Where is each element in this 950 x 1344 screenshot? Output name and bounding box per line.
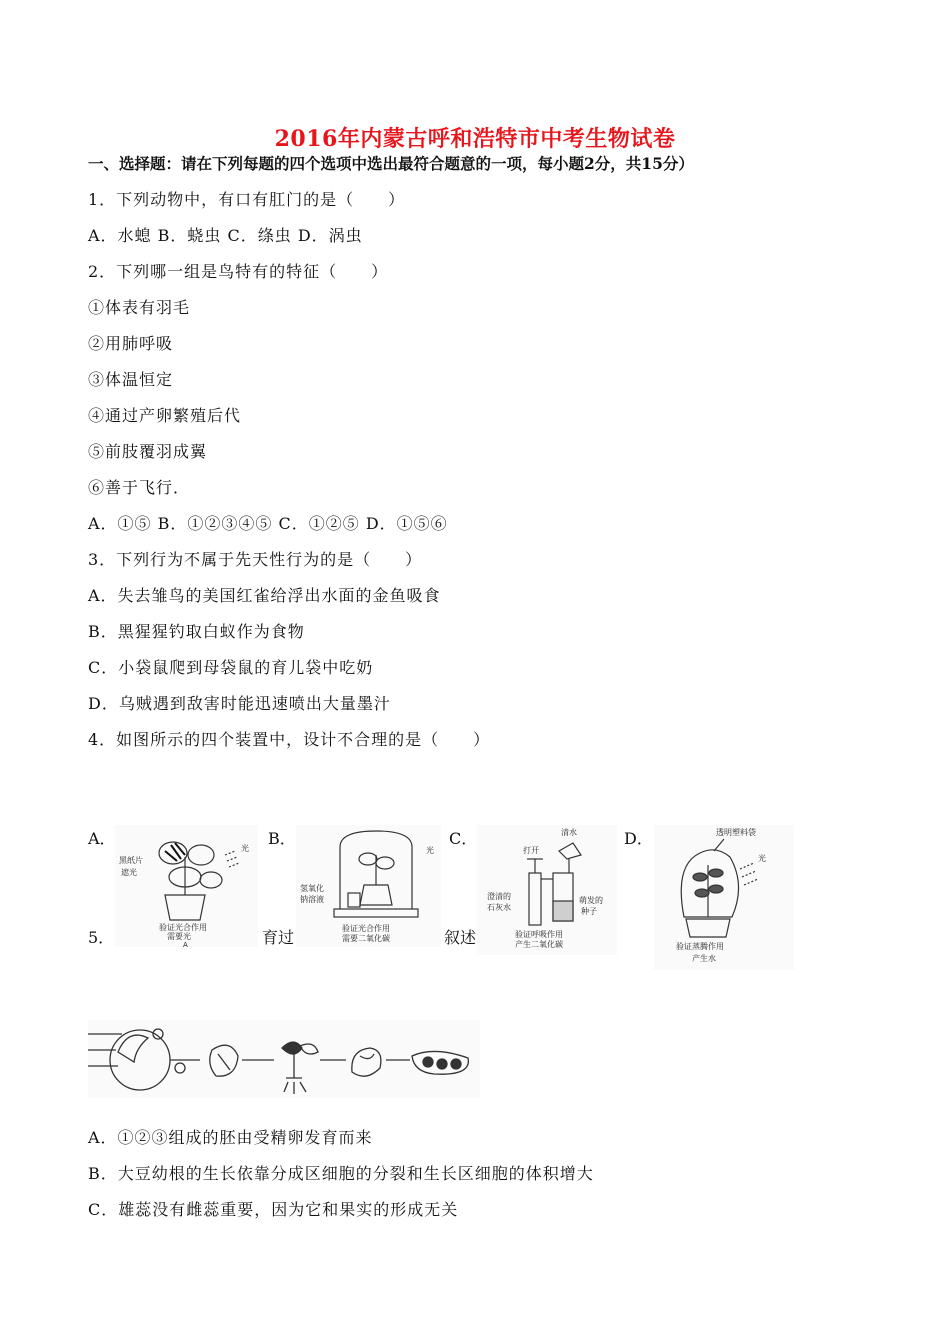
q1-stem: 1．下列动物中，有口有肛门的是（ ） bbox=[88, 190, 406, 209]
fig-a-caption: 验证光合作用 bbox=[159, 923, 207, 932]
q4-label-c: C． bbox=[449, 829, 478, 848]
q3-stem: 3．下列行为不属于先天性行为的是（ ） bbox=[88, 550, 423, 569]
fig-a-label: 光 bbox=[241, 844, 249, 853]
q3-option: B．黑猩猩钓取白蚁作为食物 bbox=[88, 622, 305, 641]
q5-option: C．雄蕊没有雌蕊重要，因为它和果实的形成无关 bbox=[88, 1200, 459, 1219]
q2-item: ②用肺呼吸 bbox=[88, 334, 174, 353]
q2-item: ③体温恒定 bbox=[88, 370, 174, 389]
fig-a-label: 黑纸片 bbox=[119, 856, 143, 865]
page-title: 2016年内蒙古呼和浩特市中考生物试卷 bbox=[274, 126, 676, 152]
q5-option: A．①②③组成的胚由受精卵发育而来 bbox=[88, 1128, 373, 1147]
fig-a-caption: 需要光 bbox=[167, 932, 191, 941]
q3-option: D．乌贼遇到敌害时能迅速喷出大量墨汁 bbox=[88, 694, 391, 713]
fig-d-caption: 产生水 bbox=[692, 954, 716, 963]
fig-b-caption: 需要二氧化碳 bbox=[342, 934, 390, 943]
q5-fragment: 叙述 bbox=[444, 928, 477, 947]
fig-b-label: 氢氧化 bbox=[300, 884, 324, 893]
figure-d-transpiration-experiment bbox=[654, 825, 794, 970]
fig-c-label: 清水 bbox=[561, 828, 577, 837]
q3-option: A．失去雏鸟的美国红雀给浮出水面的金鱼吸食 bbox=[88, 586, 441, 605]
q2-item: ⑤前肢覆羽成翼 bbox=[88, 442, 208, 461]
fig-b-label: 钠溶液 bbox=[300, 895, 324, 904]
fig-c-label: 种子 bbox=[581, 907, 597, 916]
fig-d-label: 光 bbox=[758, 854, 766, 863]
q4-stem: 4．如图所示的四个装置中，设计不合理的是（ ） bbox=[88, 730, 491, 749]
figure-c-respiration-experiment bbox=[477, 825, 617, 955]
q5-number: 5． bbox=[88, 928, 115, 947]
fig-c-caption: 产生二氧化碳 bbox=[515, 940, 563, 949]
fig-b-label: 光 bbox=[426, 846, 434, 855]
q4-label-b: B． bbox=[268, 829, 296, 848]
fig-c-label: 石灰水 bbox=[487, 903, 511, 912]
q2-item: ①体表有羽毛 bbox=[88, 298, 191, 317]
fig-a-label: 遮光 bbox=[121, 868, 137, 877]
fig-b-caption: 验证光合作用 bbox=[342, 924, 390, 933]
fig-d-caption: 验证蒸腾作用 bbox=[676, 942, 724, 951]
fig-d-label: 透明塑料袋 bbox=[716, 828, 756, 837]
q5-option: B．大豆幼根的生长依靠分成区细胞的分裂和生长区细胞的体积增大 bbox=[88, 1164, 594, 1183]
section-heading: 一、选择题：请在下列每题的四个选项中选出最符合题意的一项，每小题2分，共15分） bbox=[88, 154, 694, 173]
fig-c-label: 澄清的 bbox=[487, 892, 511, 901]
fig-c-label: 打开 bbox=[523, 846, 539, 855]
q2-item: ⑥善于飞行． bbox=[88, 478, 191, 497]
q2-options: A．①⑤ B．①②③④⑤ C．①②⑤ D．①⑤⑥ bbox=[88, 514, 448, 533]
figure-plant-life-cycle bbox=[88, 1020, 480, 1098]
q2-item: ④通过产卵繁殖后代 bbox=[88, 406, 242, 425]
fig-a-tag: A bbox=[183, 941, 188, 947]
fig-c-label: 萌发的 bbox=[579, 896, 603, 905]
q5-fragment: 育过 bbox=[262, 928, 295, 947]
q2-stem: 2．下列哪一组是鸟特有的特征（ ） bbox=[88, 262, 389, 281]
fig-c-caption: 验证呼吸作用 bbox=[515, 930, 563, 939]
q4-label-a: A． bbox=[88, 829, 116, 848]
q3-option: C．小袋鼠爬到母袋鼠的育儿袋中吃奶 bbox=[88, 658, 374, 677]
q4-label-d: D． bbox=[624, 829, 653, 848]
figure-b-co2-experiment bbox=[296, 825, 441, 947]
figure-a-light-experiment bbox=[115, 825, 258, 947]
q1-options: A．水螅 B．蛲虫 C．绦虫 D．涡虫 bbox=[88, 226, 363, 245]
